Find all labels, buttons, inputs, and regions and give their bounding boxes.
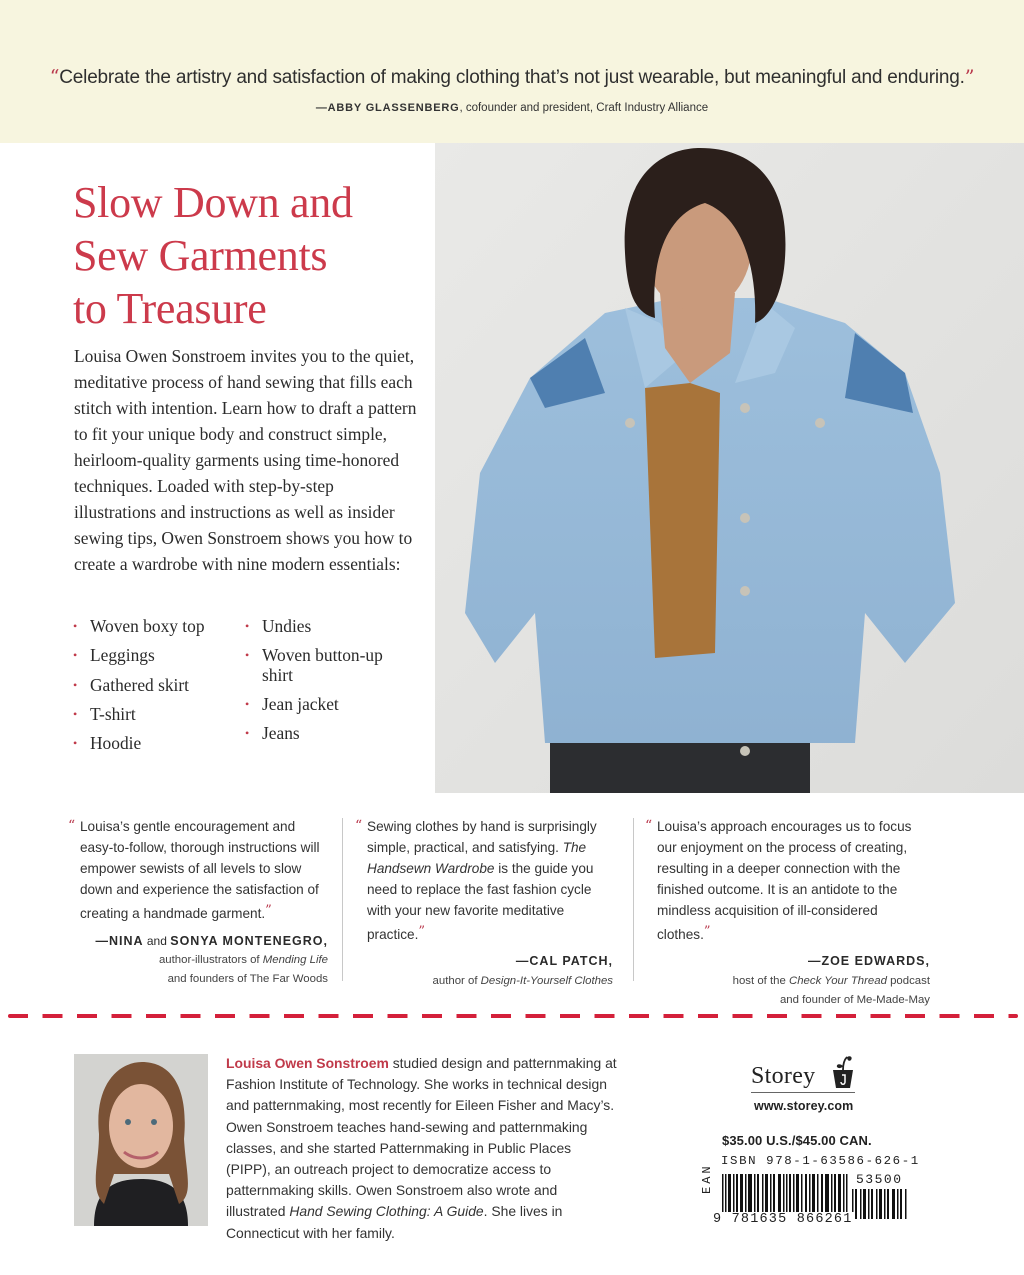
quote-role: author of Design-It-Yourself Clothes [432,975,613,988]
sprouting-pot-icon [832,1054,854,1090]
author-photo [74,1054,208,1226]
list-item: • Gathered skirt [73,676,243,696]
open-quote-mark: “ [645,818,653,834]
author-name: Louisa Owen Sonstroem [226,1055,389,1071]
list-item: • Undies [245,617,425,637]
top-endorsement-band [0,0,1024,143]
top-quote [0,66,1024,89]
essentials-list-right [245,617,425,754]
woman-in-jean-jacket-illustration [435,143,1024,793]
main-photo [435,143,1024,793]
list-item: • Leggings [73,646,243,666]
attribution-name: ABBY GLASSENBERG [327,102,460,114]
top-quote-attribution: —ABBY GLASSENBERG, cofounder and president, Craft Industry Alliance [315,102,709,114]
headline-line: Slow Down and [73,178,353,227]
quote-attribution: —NINA and SONYA MONTENEGRO, [95,933,328,948]
open-quote-mark: “ [68,818,76,834]
logo-underline [751,1092,855,1093]
ean-digits: 9 781635 866261 [713,1212,853,1227]
author-bio: Louisa Owen Sonstroem studied design and patternmaking at Fashion Institute of Technology. She works in technical design and patternmaking, most recently for Eileen Fisher and Macy’s. Owen Sonstroem teaches hand-sewing and patternmaking classes, and she started Patternmaking in Public Places (PIPP), an outreach project to democratize access to patternmaking skills. Owen Sonstroem also wrote and illustrated Hand Sewing Clothing: A Guide. She lives in Connecticut with her family. [226,1055,617,1241]
column-divider [633,818,634,981]
quote-text: “ Louisa’s gentle encouragement and easy-to-follow, thorough instructions will empower sewists of all levels to slow down and experience the satisfaction of creating a handmade garment.” [68,818,320,921]
quote-attribution: —CAL PATCH, [515,954,613,969]
quote-role: author-illustrators of Mending Life and founders of The Far Woods [158,954,328,986]
attribution-role: , cofounder and president, Craft Industry Alliance [459,102,709,114]
price-addon-barcode [852,1189,908,1219]
stitch-line-divider [8,1014,1018,1018]
top-quote-text: Celebrate the artistry and satisfaction of making clothing that’s not just wearable, but meaningful and enduring. [59,67,965,88]
endorsement-quote-2 [355,817,613,991]
author-portrait-illustration [74,1054,208,1226]
headline-line: to Treasure [73,284,267,333]
publisher-logo-text: Storey [751,1063,816,1089]
quote-text: “ Louisa’s approach encourages us to focus our enjoyment on the process of creating, resulting in a deeper connection with the finished outcome. It is an antidote to the mindless acquisition of ill-considered clothes.” [645,818,912,942]
list-item: • Hoodie [73,734,243,754]
close-quote-mark: ” [418,923,426,939]
ean-label: EAN [700,1163,714,1194]
headline [73,176,413,335]
open-quote-mark: “ [49,66,60,88]
essentials-list-left [73,617,243,763]
list-item: • T-shirt [73,705,243,725]
quote-text: “ Sewing clothes by hand is surprisingly simple, practical, and satisfying. The Handsewn Wardrobe is the guide you need to replace the fast fashion cycle with your new favorite meditative practice.” [355,818,597,942]
close-quote-mark: ” [265,902,272,918]
isbn: ISBN 978-1-63586-626-1 [721,1154,920,1168]
book-description: Louisa Owen Sonstroem invites you to the quiet, meditative process of hand sewing that fills each stitch with intention. Learn how to draft a pattern to fit your unique body and construct simple, heirloom-quality garments using time-honored techniques. Loaded with step-by-step illustrations and instructions as well as insider sewing tips, Owen Sonstroem shows you how to create a wardrobe with nine modern essentials: [74,346,417,574]
price: $35.00 U.S./$45.00 CAN. [722,1133,872,1148]
list-item: • Woven button-up shirt [245,646,395,685]
publisher-url[interactable]: www.storey.com [754,1099,854,1113]
list-item: • Jean jacket [245,695,425,715]
headline-line: Sew Garments [73,231,328,280]
list-item: • Woven boxy top [73,617,243,637]
close-quote-mark: ” [964,66,975,88]
open-quote-mark: “ [355,818,363,834]
endorsement-quote-3 [645,817,930,1010]
close-quote-mark: ” [703,923,711,939]
list-item: • Jeans [245,724,425,744]
endorsement-quote-1 [68,817,328,989]
quote-role: host of the Check Your Thread podcast and founder of Me-Made-May [732,975,930,1007]
column-divider [342,818,343,981]
barcode-addon-digits: 53500 [856,1172,903,1187]
quote-attribution: —ZOE EDWARDS, [807,954,930,969]
